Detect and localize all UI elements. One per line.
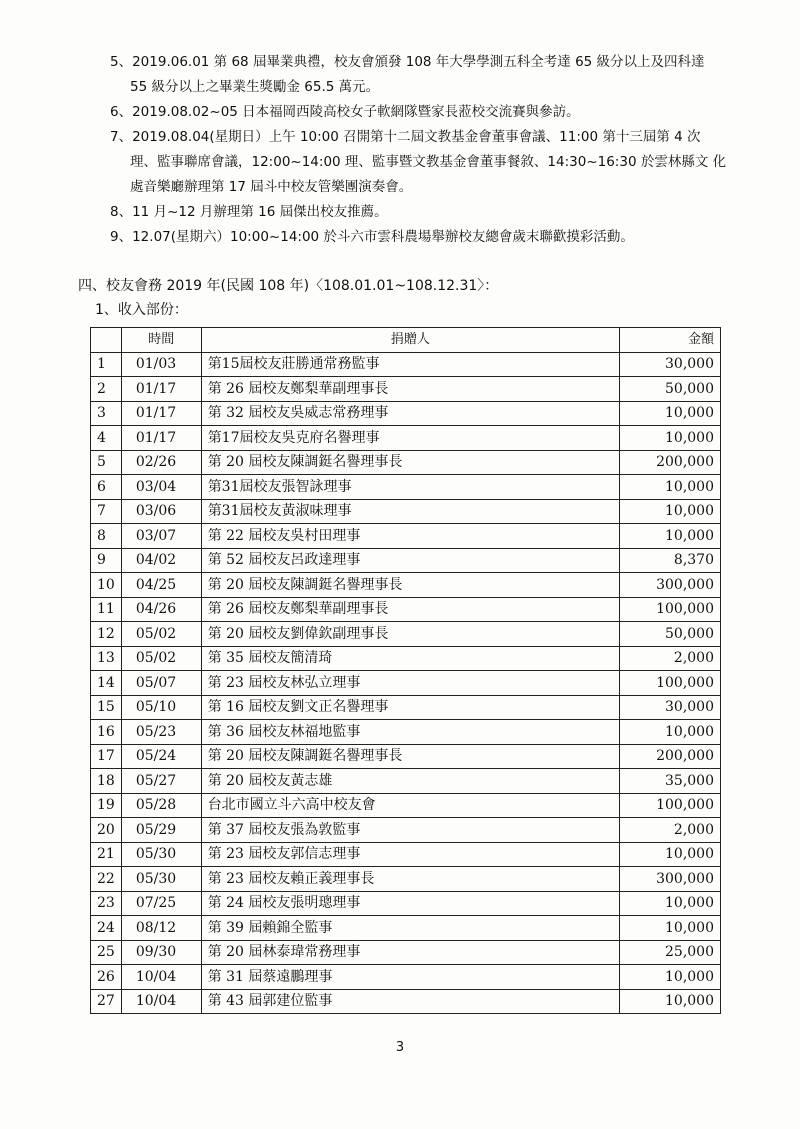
event-number: 8、 xyxy=(110,204,133,220)
row-amount: 2,000 xyxy=(620,818,721,843)
row-index: 4 xyxy=(91,426,122,451)
table-row xyxy=(91,475,721,500)
table-row xyxy=(91,646,721,671)
row-date: 10/04 xyxy=(121,989,201,1014)
table-row xyxy=(91,450,721,475)
row-donor: 第31屆校友張智詠理事 xyxy=(201,475,620,500)
row-donor: 第 36 屆校友林福地監事 xyxy=(201,720,620,745)
header-index xyxy=(91,328,122,353)
table-row xyxy=(91,499,721,524)
row-donor: 第 31 屆蔡遠鵬理事 xyxy=(201,965,620,990)
row-index: 13 xyxy=(91,646,122,671)
row-amount: 10,000 xyxy=(620,475,721,500)
event-text: 2019.06.01 第 68 屆畢業典禮，校友會頒發 108 年大學學測五科全考達 65 級分以上及四科達 xyxy=(132,54,705,70)
row-donor: 第 20 屆林泰瑋常務理事 xyxy=(201,940,620,965)
row-index: 25 xyxy=(91,940,122,965)
row-date: 01/03 xyxy=(121,352,201,377)
table-row xyxy=(91,965,721,990)
row-index: 17 xyxy=(91,744,122,769)
row-index: 7 xyxy=(91,499,122,524)
row-index: 11 xyxy=(91,597,122,622)
row-amount: 10,000 xyxy=(620,891,721,916)
row-donor: 第 22 屆校友吳村田理事 xyxy=(201,524,620,549)
row-index: 10 xyxy=(91,573,122,598)
row-donor: 第15屆校友莊勝通常務監事 xyxy=(201,352,620,377)
table-row xyxy=(91,744,721,769)
event-list xyxy=(110,50,730,250)
row-index: 16 xyxy=(91,720,122,745)
table-row xyxy=(91,622,721,647)
row-amount: 300,000 xyxy=(620,573,721,598)
row-date: 05/07 xyxy=(121,671,201,696)
event-continuation: 理、監事聯席會議，12:00~14:00 理、監事暨文教基金會董事餐敘、14:30~16:30 於雲林縣文 化處音樂廳辦理第 17 屆斗中校友管樂團演奏會。 xyxy=(130,154,727,195)
row-donor: 第 26 屆校友鄭梨華副理事長 xyxy=(201,377,620,402)
event-number: 5、 xyxy=(110,54,133,70)
row-index: 18 xyxy=(91,769,122,794)
table-row xyxy=(91,524,721,549)
row-index: 27 xyxy=(91,989,122,1014)
row-amount: 100,000 xyxy=(620,793,721,818)
row-donor: 第 23 屆校友郭信志理事 xyxy=(201,842,620,867)
table-row xyxy=(91,426,721,451)
row-donor: 第 20 屆校友黃志雄 xyxy=(201,769,620,794)
row-date: 01/17 xyxy=(121,401,201,426)
row-amount: 50,000 xyxy=(620,377,721,402)
event-number: 7、 xyxy=(110,129,133,145)
event-item xyxy=(110,200,730,225)
row-date: 09/30 xyxy=(121,940,201,965)
table-row xyxy=(91,377,721,402)
row-amount: 10,000 xyxy=(620,842,721,867)
row-index: 2 xyxy=(91,377,122,402)
row-donor: 第 16 屆校友劉文正名譽理事 xyxy=(201,695,620,720)
table-row xyxy=(91,891,721,916)
row-index: 5 xyxy=(91,450,122,475)
row-date: 08/12 xyxy=(121,916,201,941)
row-date: 05/30 xyxy=(121,842,201,867)
row-donor: 第 23 屆校友林弘立理事 xyxy=(201,671,620,696)
row-index: 19 xyxy=(91,793,122,818)
row-amount: 100,000 xyxy=(620,671,721,696)
row-donor: 第 24 屆校友張明璁理事 xyxy=(201,891,620,916)
event-text: 2019.08.04(星期日）上午 10:00 召開第十二屆文教基金會董事會議、11:00 第十三屆第 4 次 xyxy=(132,129,701,145)
row-donor: 第31屆校友黃淑味理事 xyxy=(201,499,620,524)
table-row xyxy=(91,867,721,892)
event-number: 6、 xyxy=(110,104,133,120)
row-amount: 30,000 xyxy=(620,352,721,377)
row-date: 03/04 xyxy=(121,475,201,500)
row-amount: 35,000 xyxy=(620,769,721,794)
row-amount: 10,000 xyxy=(620,524,721,549)
row-date: 05/23 xyxy=(121,720,201,745)
row-donor: 第 39 屆賴錦全監事 xyxy=(201,916,620,941)
row-index: 14 xyxy=(91,671,122,696)
row-index: 12 xyxy=(91,622,122,647)
row-date: 04/02 xyxy=(121,548,201,573)
row-donor: 第 20 屆校友陳調鋌名譽理事長 xyxy=(201,450,620,475)
header-date: 時間 xyxy=(121,328,201,353)
table-row xyxy=(91,940,721,965)
row-index: 15 xyxy=(91,695,122,720)
row-index: 22 xyxy=(91,867,122,892)
event-continuation: 55 級分以上之畢業生獎勵金 65.5 萬元。 xyxy=(130,79,380,95)
row-amount: 200,000 xyxy=(620,744,721,769)
row-amount: 10,000 xyxy=(620,401,721,426)
table-row xyxy=(91,818,721,843)
subsection-title: 1、收入部份： xyxy=(95,302,188,318)
table-row xyxy=(91,720,721,745)
row-donor: 第 32 屆校友吳威志常務理事 xyxy=(201,401,620,426)
row-date: 05/27 xyxy=(121,769,201,794)
row-date: 05/02 xyxy=(121,646,201,671)
row-amount: 30,000 xyxy=(620,695,721,720)
row-donor: 第 52 屆校友呂政達理事 xyxy=(201,548,620,573)
row-date: 05/24 xyxy=(121,744,201,769)
table-row xyxy=(91,916,721,941)
table-header-row xyxy=(91,328,721,353)
header-amount: 金額 xyxy=(620,328,721,353)
row-index: 1 xyxy=(91,352,122,377)
row-donor: 第 43 屆郭建位監事 xyxy=(201,989,620,1014)
row-date: 05/29 xyxy=(121,818,201,843)
row-date: 10/04 xyxy=(121,965,201,990)
event-number: 9、 xyxy=(110,229,133,245)
row-date: 05/10 xyxy=(121,695,201,720)
row-amount: 10,000 xyxy=(620,989,721,1014)
row-amount: 25,000 xyxy=(620,940,721,965)
row-amount: 200,000 xyxy=(620,450,721,475)
table-row xyxy=(91,573,721,598)
table-body xyxy=(91,352,721,1014)
table-row xyxy=(91,352,721,377)
event-text: 11 月~12 月辦理第 16 屆傑出校友推薦。 xyxy=(132,204,388,220)
row-date: 07/25 xyxy=(121,891,201,916)
row-date: 05/30 xyxy=(121,867,201,892)
table-row xyxy=(91,671,721,696)
table-row xyxy=(91,842,721,867)
row-index: 26 xyxy=(91,965,122,990)
table-row xyxy=(91,769,721,794)
row-date: 04/26 xyxy=(121,597,201,622)
row-index: 20 xyxy=(91,818,122,843)
row-index: 23 xyxy=(91,891,122,916)
row-amount: 10,000 xyxy=(620,965,721,990)
row-index: 8 xyxy=(91,524,122,549)
row-index: 3 xyxy=(91,401,122,426)
section-title: 四、校友會務 2019 年(民國 108 年)〈108.01.01~108.12.31〉： xyxy=(78,278,499,294)
table-row xyxy=(91,793,721,818)
table-row xyxy=(91,401,721,426)
row-amount: 50,000 xyxy=(620,622,721,647)
row-date: 04/25 xyxy=(121,573,201,598)
income-table xyxy=(90,327,721,1014)
row-date: 02/26 xyxy=(121,450,201,475)
row-amount: 10,000 xyxy=(620,499,721,524)
row-donor: 第 20 屆校友陳調鋌名譽理事長 xyxy=(201,744,620,769)
event-item xyxy=(110,125,730,200)
row-index: 21 xyxy=(91,842,122,867)
row-amount: 100,000 xyxy=(620,597,721,622)
row-date: 01/17 xyxy=(121,426,201,451)
row-donor: 第 23 屆校友賴正義理事長 xyxy=(201,867,620,892)
row-date: 03/06 xyxy=(121,499,201,524)
table-row xyxy=(91,548,721,573)
event-item xyxy=(110,50,730,100)
row-donor: 第 26 屆校友鄭梨華副理事長 xyxy=(201,597,620,622)
row-date: 05/28 xyxy=(121,793,201,818)
row-donor: 第 20 屆校友陳調鋌名譽理事長 xyxy=(201,573,620,598)
row-amount: 8,370 xyxy=(620,548,721,573)
row-index: 6 xyxy=(91,475,122,500)
row-amount: 2,000 xyxy=(620,646,721,671)
event-text: 12.07(星期六）10:00~14:00 於斗六市雲科農場舉辦校友總會歲末聯歡摸彩活動。 xyxy=(132,229,634,245)
row-index: 24 xyxy=(91,916,122,941)
row-amount: 10,000 xyxy=(620,916,721,941)
row-donor: 第17屆校友吳克府名譽理事 xyxy=(201,426,620,451)
table-row xyxy=(91,695,721,720)
row-amount: 300,000 xyxy=(620,867,721,892)
event-text: 2019.08.02~05 日本福岡西陵高校女子軟網隊暨家長蒞校交流賽與參訪。 xyxy=(132,104,580,120)
row-donor: 第 35 屆校友簡清琦 xyxy=(201,646,620,671)
row-amount: 10,000 xyxy=(620,720,721,745)
row-index: 9 xyxy=(91,548,122,573)
page-number: 3 xyxy=(395,1040,405,1055)
row-date: 01/17 xyxy=(121,377,201,402)
row-donor: 第 37 屆校友張為敦監事 xyxy=(201,818,620,843)
header-donor: 捐贈人 xyxy=(201,328,620,353)
event-item xyxy=(110,225,730,250)
row-donor: 第 20 屆校友劉偉欽副理事長 xyxy=(201,622,620,647)
row-amount: 10,000 xyxy=(620,426,721,451)
row-date: 03/07 xyxy=(121,524,201,549)
table-row xyxy=(91,989,721,1014)
row-date: 05/02 xyxy=(121,622,201,647)
row-donor: 台北市國立斗六高中校友會 xyxy=(201,793,620,818)
table-row xyxy=(91,597,721,622)
event-item xyxy=(110,100,730,125)
